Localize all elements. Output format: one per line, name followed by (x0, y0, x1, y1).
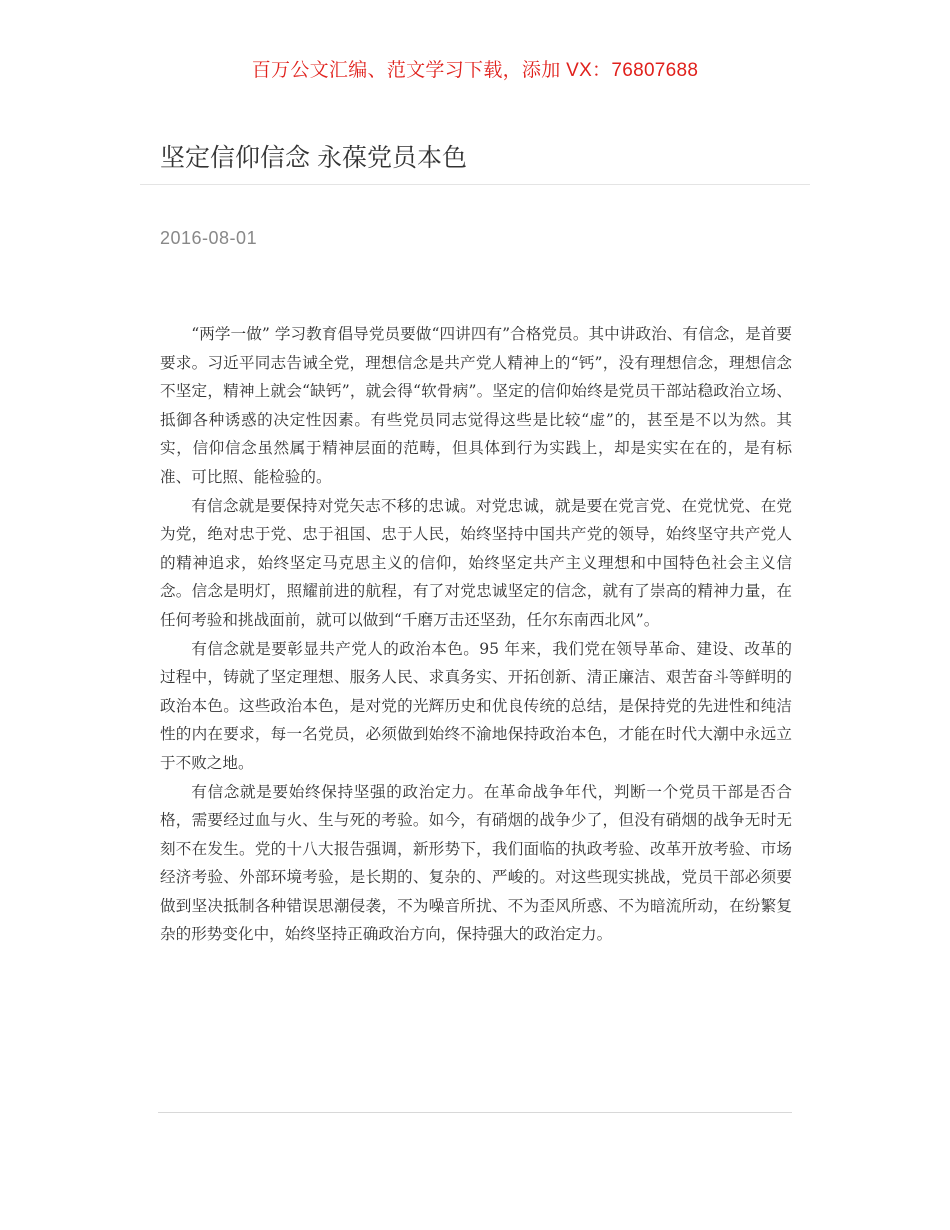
paragraph: 有信念就是要始终保持坚强的政治定力。在革命战争年代，判断一个党员干部是否合格，需要经过血与火、生与死的考验。如今，有硝烟的战争少了，但没有硝烟的战争无时无刻不在发生。党的十八大报告强调，新形势下，我们面临的执政考验、改革开放考验、市场经济考验、外部环境考验，是长期的、复杂的、严峻的。对这些现实挑战，党员干部必须要做到坚决抵制各种错误思潮侵袭，不为噪音所扰、不为歪风所惑、不为暗流所动，在纷繁复杂的形势变化中，始终坚持正确政治方向，保持强大的政治定力。 (160, 782, 792, 944)
title-divider (140, 184, 810, 185)
paragraph: “两学一做” 学习教育倡导党员要做“四讲四有”合格党员。其中讲政治、有信念，是首要要求。习近平同志告诫全党，理想信念是共产党人精神上的“钙”，没有理想信念，理想信念不坚定，精神上就会“缺钙”，就会得“软骨病”。坚定的信仰始终是党员干部站稳政治立场、抵御各种诱惑的决定性因素。有些党员同志觉得这些是比较“虚”的，甚至是不以为然。其实，信仰信念虽然属于精神层面的范畴，但具体到行为实践上，却是实实在在的，是有标准、可比照、能检验的。 (160, 325, 792, 486)
paragraph: 有信念就是要保持对党矢志不移的忠诚。对党忠诚，就是要在党言党、在党忧党、在党为党，绝对忠于党、忠于祖国、忠于人民，始终坚持中国共产党的领导，始终坚守共产党人的精神追求，始终坚定马克思主义的信仰，始终坚定共产主义理想和中国特色社会主义信念。信念是明灯，照耀前进的航程，有了对党忠诚坚定的信念，就有了崇高的精神力量，在任何考验和挑战面前，就可以做到“千磨万击还坚劲，任尔东南西北风”。 (160, 496, 792, 629)
paragraph: 有信念就是要彰显共产党人的政治本色。95 年来，我们党在领导革命、建设、改革的过程中，铸就了坚定理想、服务人民、求真务实、开拓创新、清正廉洁、艰苦奋斗等鲜明的政治本色。这些政治本色，是对党的光辉历史和优良传统的总结，是保持党的先进性和纯洁性的内在要求，每一名党员，必须做到始终不渝地保持政治本色，才能在时代大潮中永远立于不败之地。 (160, 639, 792, 772)
article-date: 2016-08-01 (160, 228, 258, 248)
article-body (160, 320, 792, 949)
footer-divider (158, 1112, 792, 1113)
promo-banner: 百万公文汇编、范文学习下载，添加 VX：76807688 (251, 60, 699, 81)
article-title: 坚定信仰信念 永葆党员本色 (160, 144, 467, 172)
